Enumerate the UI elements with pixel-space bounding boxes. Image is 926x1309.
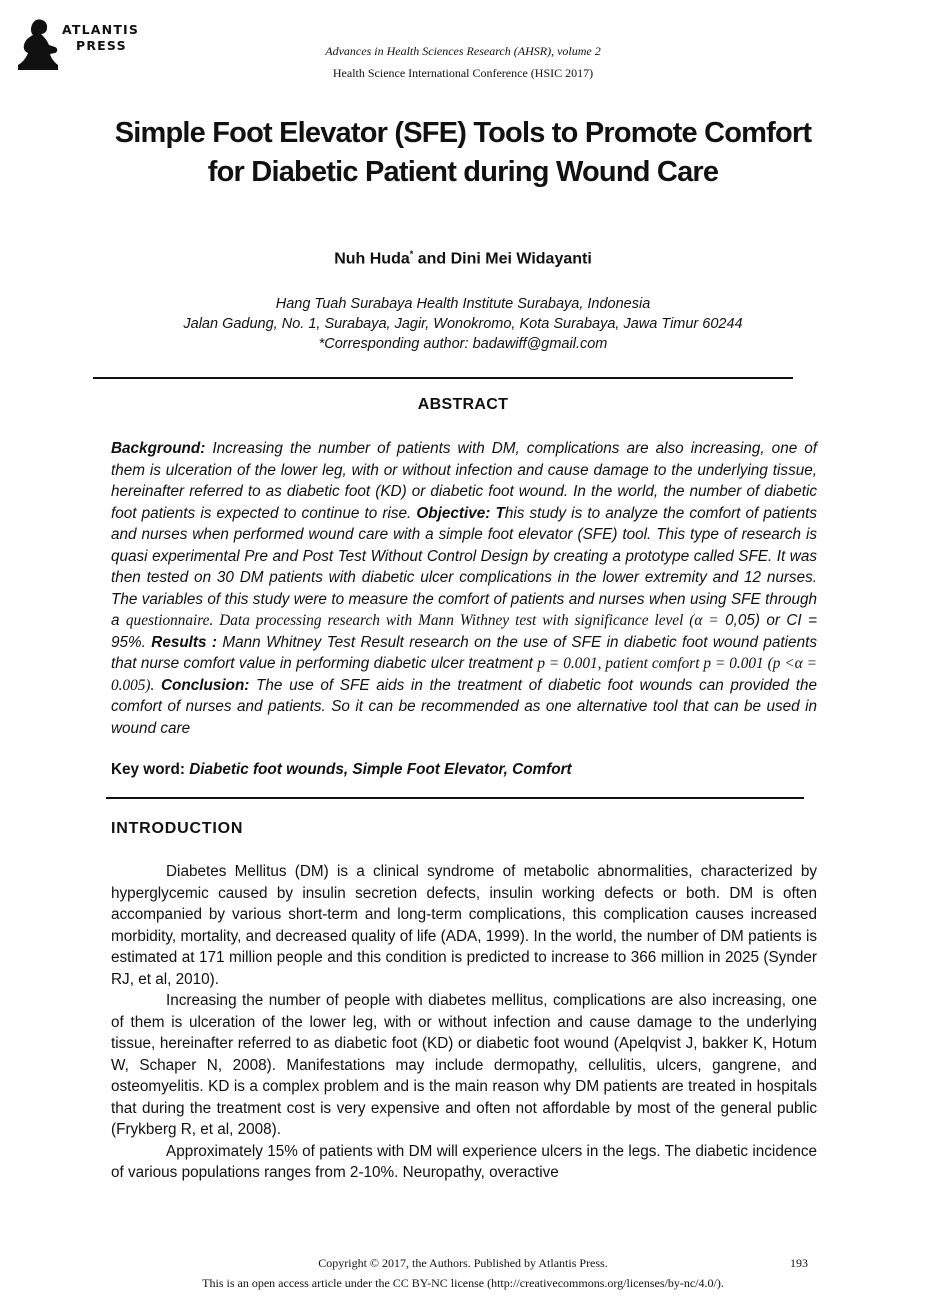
background-label: Background: — [111, 440, 206, 457]
background-text: Increasing the number of patients with DM, complications are also increasing, one of them is ulceration of the lower leg, with or without infection and cause damage to the underlying tissue, hereinafter referred to as diabetic foot (KD) or diabetic foot wound. In the world, the number of diabetic foot patients is expected to continue to rise. — [111, 440, 817, 522]
results-text: Mann Whitney Test Result research on the use of SFE in diabetic foot wound patients that nurse comfort value in performing diabetic ulcer treatment — [111, 633, 817, 672]
corresponding-author: *Corresponding author: badawiff@gmail.com — [318, 336, 608, 352]
abstract-body — [111, 438, 817, 739]
conclusion-text: The use of SFE aids in the treatment of diabetic foot wounds can provided the comfort of nurses and patients. So it can be recommended as one alternative tool that can be used in wound care — [111, 676, 817, 737]
affiliation — [0, 294, 926, 354]
conclusion-label: Conclusion: — [154, 676, 250, 694]
objective-text-end: 0,05) or CI = 95%. — [111, 612, 818, 651]
objective-label: Objective: T — [416, 504, 505, 522]
results-label: Results : — [151, 633, 218, 651]
logo-line-1: ATLANTIS — [62, 22, 140, 37]
copyright-notice: Copyright © 2017, the Authors. Published by Atlantis Press. — [318, 1256, 608, 1270]
license-notice: This is an open access article under the CC BY-NC license (http://creativecommons.org/licenses/by-nc/4.0/). — [202, 1276, 724, 1290]
results-statistics: p = 0.001, patient comfort p = 0.001 (p <α = 0.005). — [111, 655, 817, 694]
author-line — [0, 249, 926, 268]
logo-line-2: PRESS — [76, 38, 127, 53]
objective-text-serif: questionnaire. Data processing research with Mann Withney test with significance level (α = — [125, 612, 719, 629]
running-header — [0, 40, 926, 84]
introduction-heading: INTRODUCTION — [111, 820, 244, 837]
author-2: and Dini Mei Widayanti — [413, 250, 592, 268]
intro-paragraph: Diabetes Mellitus (DM) is a clinical syndrome of metabolic abnormalities, characterized by hyperglycemic caused by insulin secretion defects, insulin working defects or both. DM is often accompanied by various short-term and long-term complications, this complication causes increased morbidity, mortality, and decreased quality of life (ADA, 1999). In the world, the number of DM patients is estimated at 171 million people and this condition is predicted to increase to 366 million in 2025 (Synder RJ, et al, 2010). — [111, 863, 817, 988]
conference-name: Health Science International Conference (HSIC 2017) — [332, 66, 594, 80]
objective-text: his study is to analyze the comfort of patients and nurses when performed wound care with a simple foot elevator (SFE) tool. This type of research is quasi experimental Pre and Post Test Without Control Design by creating a prototype called SFE. It was then tested on 30 DM patients with diabetic ulcer complications in the lower extremity and 12 nurses. The variables of this study were to measure the comfort of patients and nurses when using SFE through a — [111, 504, 817, 629]
divider-top — [93, 377, 793, 379]
keywords-terms: Diabetic foot wounds, Simple Foot Elevator, Comfort — [189, 761, 572, 778]
corresponding-mark: * — [409, 249, 414, 259]
author-1: Nuh Huda — [334, 250, 410, 268]
keywords — [111, 761, 572, 779]
affiliation-address: Jalan Gadung, No. 1, Surabaya, Jagir, Wonokromo, Kota Surabaya, Jawa Timur 60244 — [183, 316, 743, 332]
paper-title: Simple Foot Elevator (SFE) Tools to Promote Comfort for Diabetic Patient during Wound Care — [114, 117, 812, 188]
page-number: 193 — [790, 1256, 808, 1270]
divider-bottom — [106, 797, 804, 799]
intro-paragraph: Increasing the number of people with diabetes mellitus, complications are also increasing, one of them is ulceration of the lower leg, with or without infection and cause damage to the underlying tissue, hereinafter referred to as diabetic foot (KD) or diabetic foot wound (Apelqvist J, bakker K, Hotum W, Schaper N, 2008). Manifestations may include dermopathy, cellulitis, ulcers, gangrene, and osteomyelitis. KD is a complex problem and is the main reason why DM patients are treated in hospitals that during the treatment cost is very expensive and often not affordable by most of the general public (Frykberg R, et al, 2008). — [111, 992, 817, 1138]
abstract-heading: ABSTRACT — [417, 396, 509, 413]
affiliation-institute: Hang Tuah Surabaya Health Institute Surabaya, Indonesia — [275, 296, 651, 312]
journal-name: Advances in Health Sciences Research (AHSR), volume 2 — [325, 44, 601, 58]
page-footer — [0, 1253, 926, 1293]
intro-paragraph: Approximately 15% of patients with DM will experience ulcers in the legs. The diabetic incidence of various populations ranges from 2-10%. Neuropathy, overactive — [111, 1142, 817, 1181]
keywords-label: Key word: — [111, 761, 190, 778]
introduction-body — [111, 861, 817, 1184]
